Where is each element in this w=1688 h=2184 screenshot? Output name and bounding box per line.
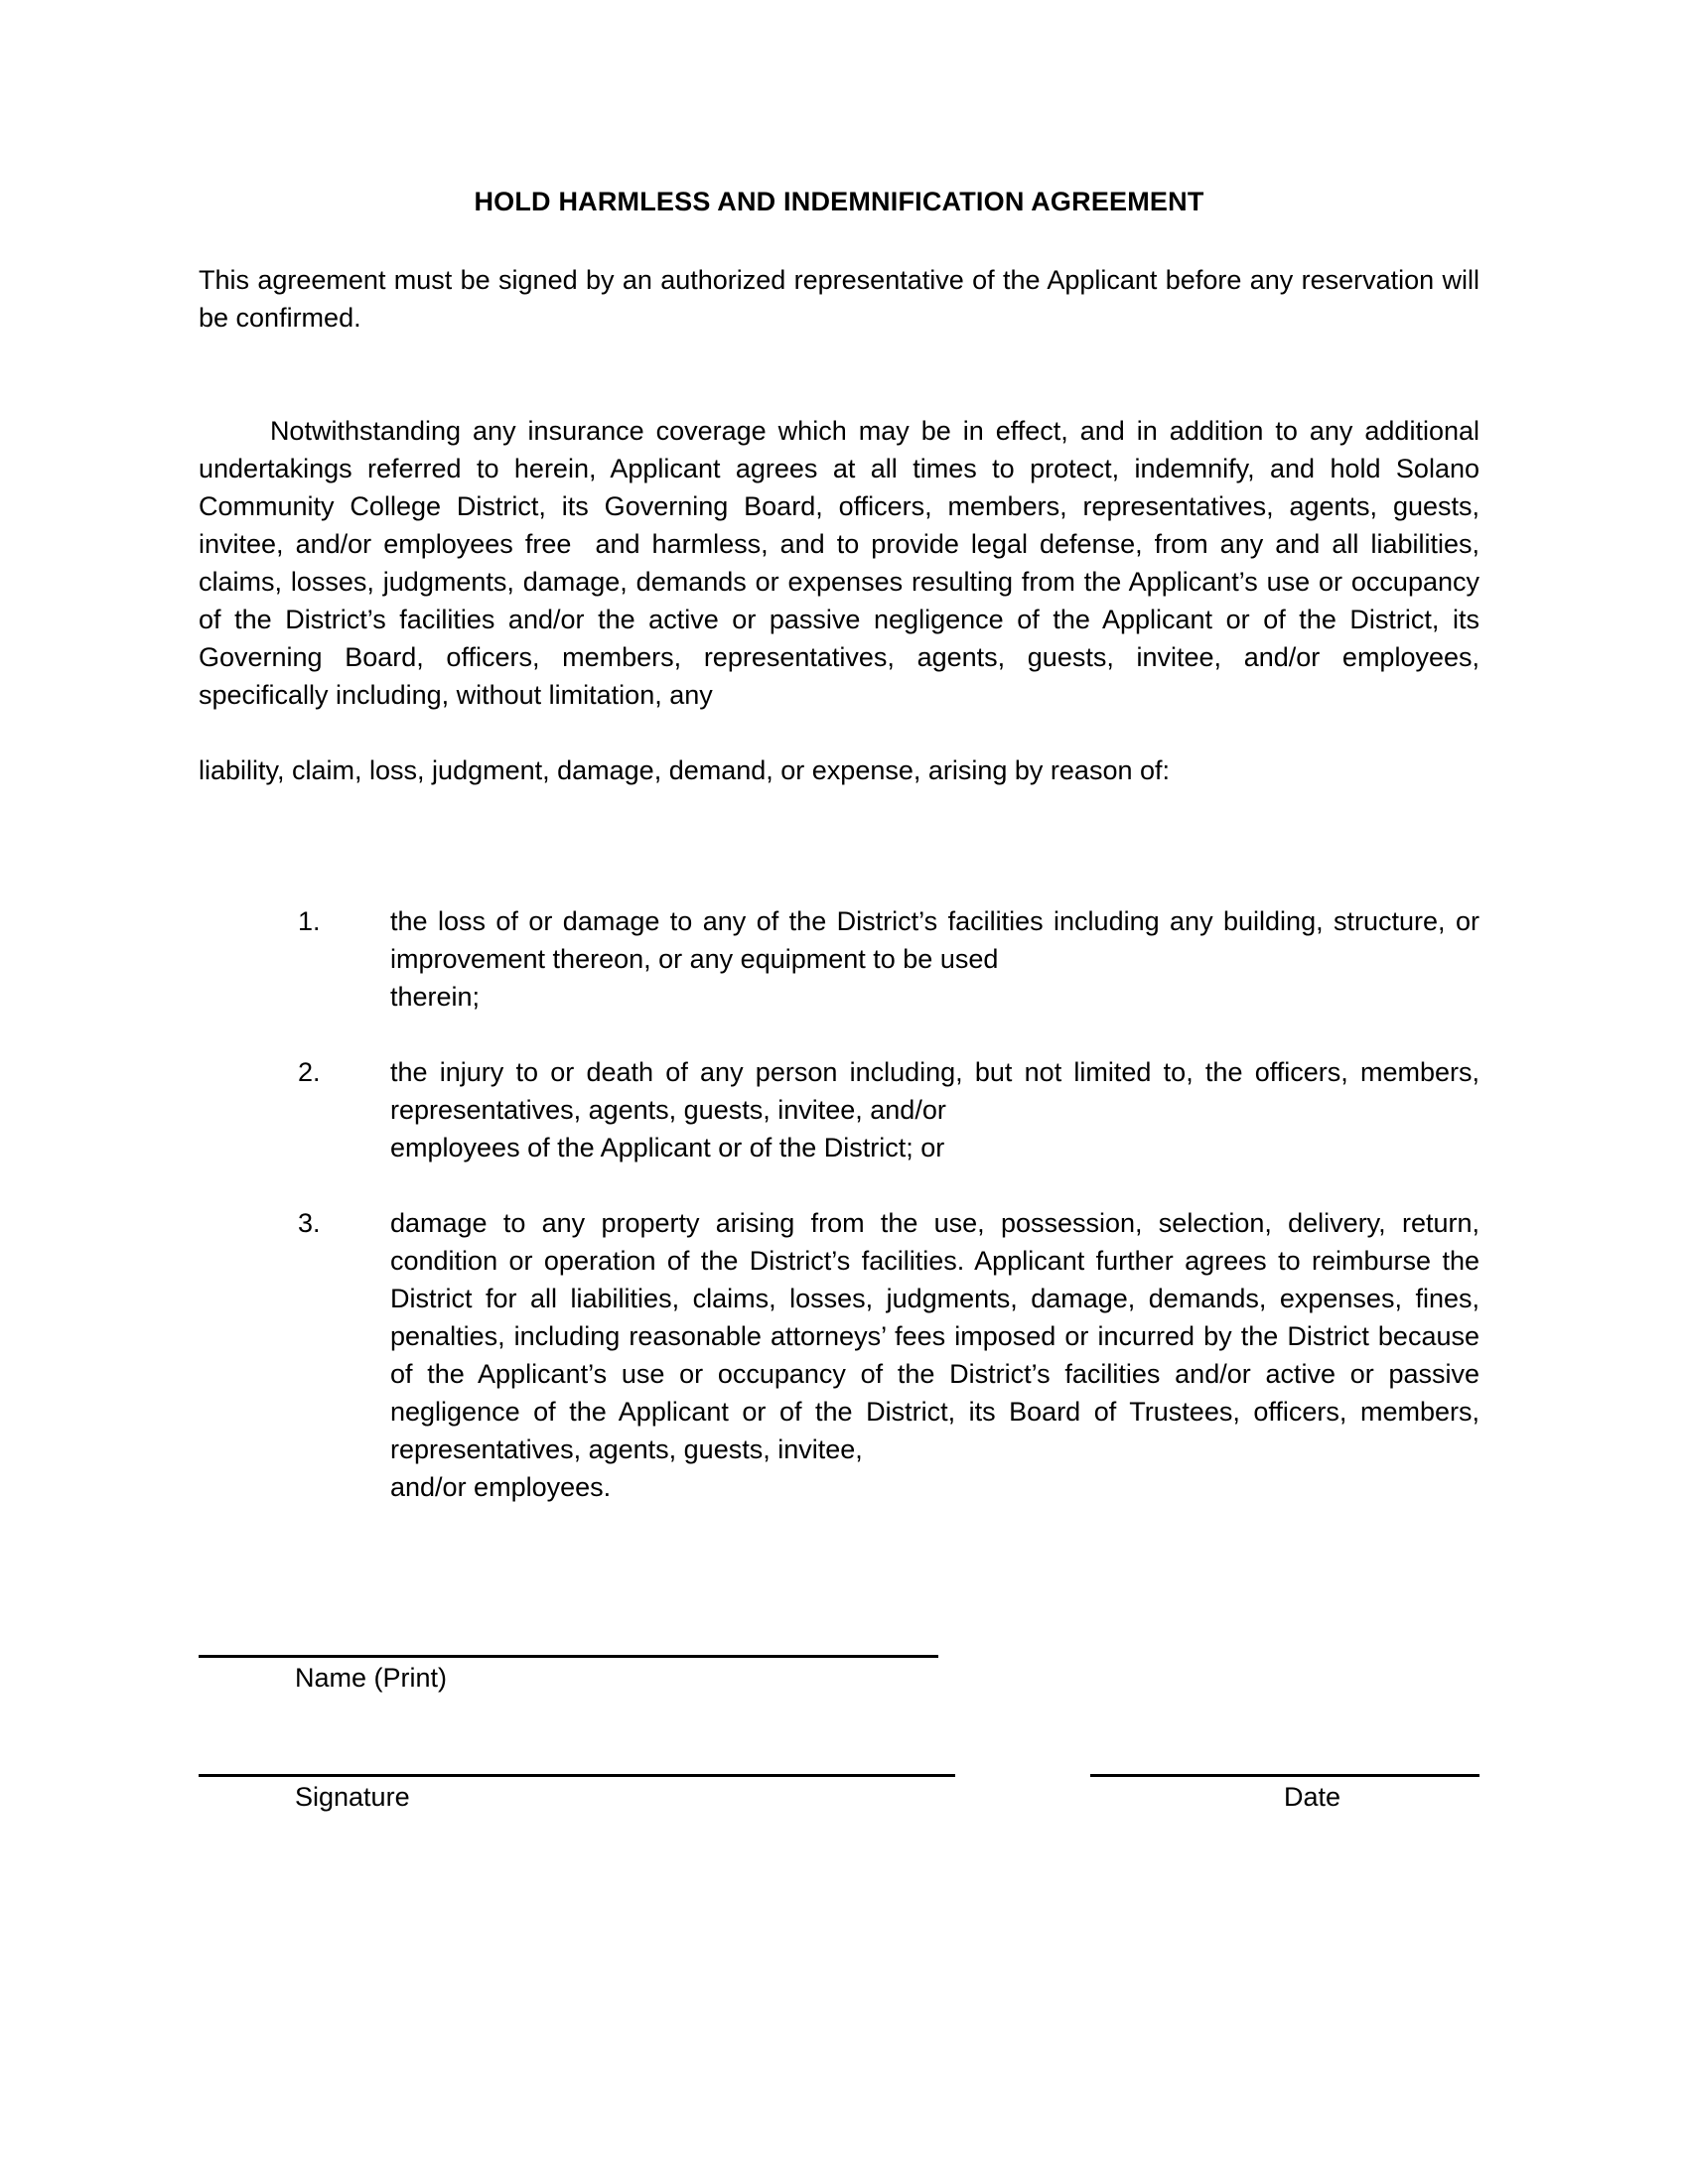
list-item-last-line: employees of the Applicant or of the District; or [390, 1133, 945, 1162]
list-item-last-line: and/or employees. [390, 1472, 612, 1502]
document-content [199, 0, 1487, 1817]
main-paragraph-text: Notwithstanding any insurance coverage which may be in effect, and in addition to any additional undertakings referred to herein, Applicant agrees at all times to protect, indemnify, and hold Solano Community College District, its Governing Board, officers, members, representatives, agents, guests, invitee, and/or employees free and harmless, and to provide legal defense, from any and all liabilities, claims, losses, judgments, damage, demands or expenses resulting from the Applicant’s use or occupancy of the District’s facilities and/or the active or passive negligence of the Applicant or of the District, its Governing Board, officers, members, representatives, agents, guests, invitee, and/or employees, specifically including, without limitation, any [199, 416, 1487, 710]
page-title: HOLD HARMLESS AND INDEMNIFICATION AGREEMENT [474, 187, 1204, 216]
intro-paragraph: This agreement must be signed by an authorized representative of the Applicant before any reservation will be confirmed. [199, 265, 1487, 333]
list-item-text: damage to any property arising from the use, possession, selection, delivery, return, condition or operation of the District’s facilities. Applicant further agrees to reimburse the District for all liabilities, claims, losses, judgments, damage, demands, expenses, fines, penalties, including reasonable attorneys’ fees imposed or incurred by the District because of the Applicant’s use or occupancy of the District’s facilities and/or active or passive negligence of the Applicant or of the District, its Board of Trustees, officers, members, representatives, agents, guests, invitee, [390, 1208, 1479, 1464]
list-item-number: 3. [298, 1208, 321, 1238]
list-item-number: 1. [298, 906, 321, 936]
numbered-list [199, 902, 1479, 1506]
signature-block [199, 1655, 1479, 1817]
list-item [298, 1053, 1479, 1166]
signature-date-label-row [199, 1777, 1479, 1817]
list-item-number: 2. [298, 1057, 321, 1087]
signature-date-row [199, 1774, 1479, 1817]
name-row [199, 1655, 1479, 1698]
name-label-row [199, 1658, 1479, 1698]
name-print-label: Name (Print) [295, 1663, 448, 1693]
list-item-text: the injury to or death of any person including, but not limited to, the officers, members, representatives, agents, guests, invitee, and/or [390, 1057, 1479, 1125]
main-paragraph [199, 374, 1487, 865]
list-item-last-line: therein; [390, 982, 481, 1012]
date-label: Date [1284, 1782, 1341, 1812]
list-item [298, 1204, 1479, 1506]
list-item [298, 902, 1479, 1016]
main-paragraph-last-line: liability, claim, loss, judgment, damage, demand, or expense, arising by reason of: [199, 755, 1170, 785]
list-item-text: the loss of or damage to any of the District’s facilities including any building, structure, or improvement thereon, or any equipment to be used [390, 906, 1479, 974]
signature-label: Signature [295, 1782, 410, 1812]
